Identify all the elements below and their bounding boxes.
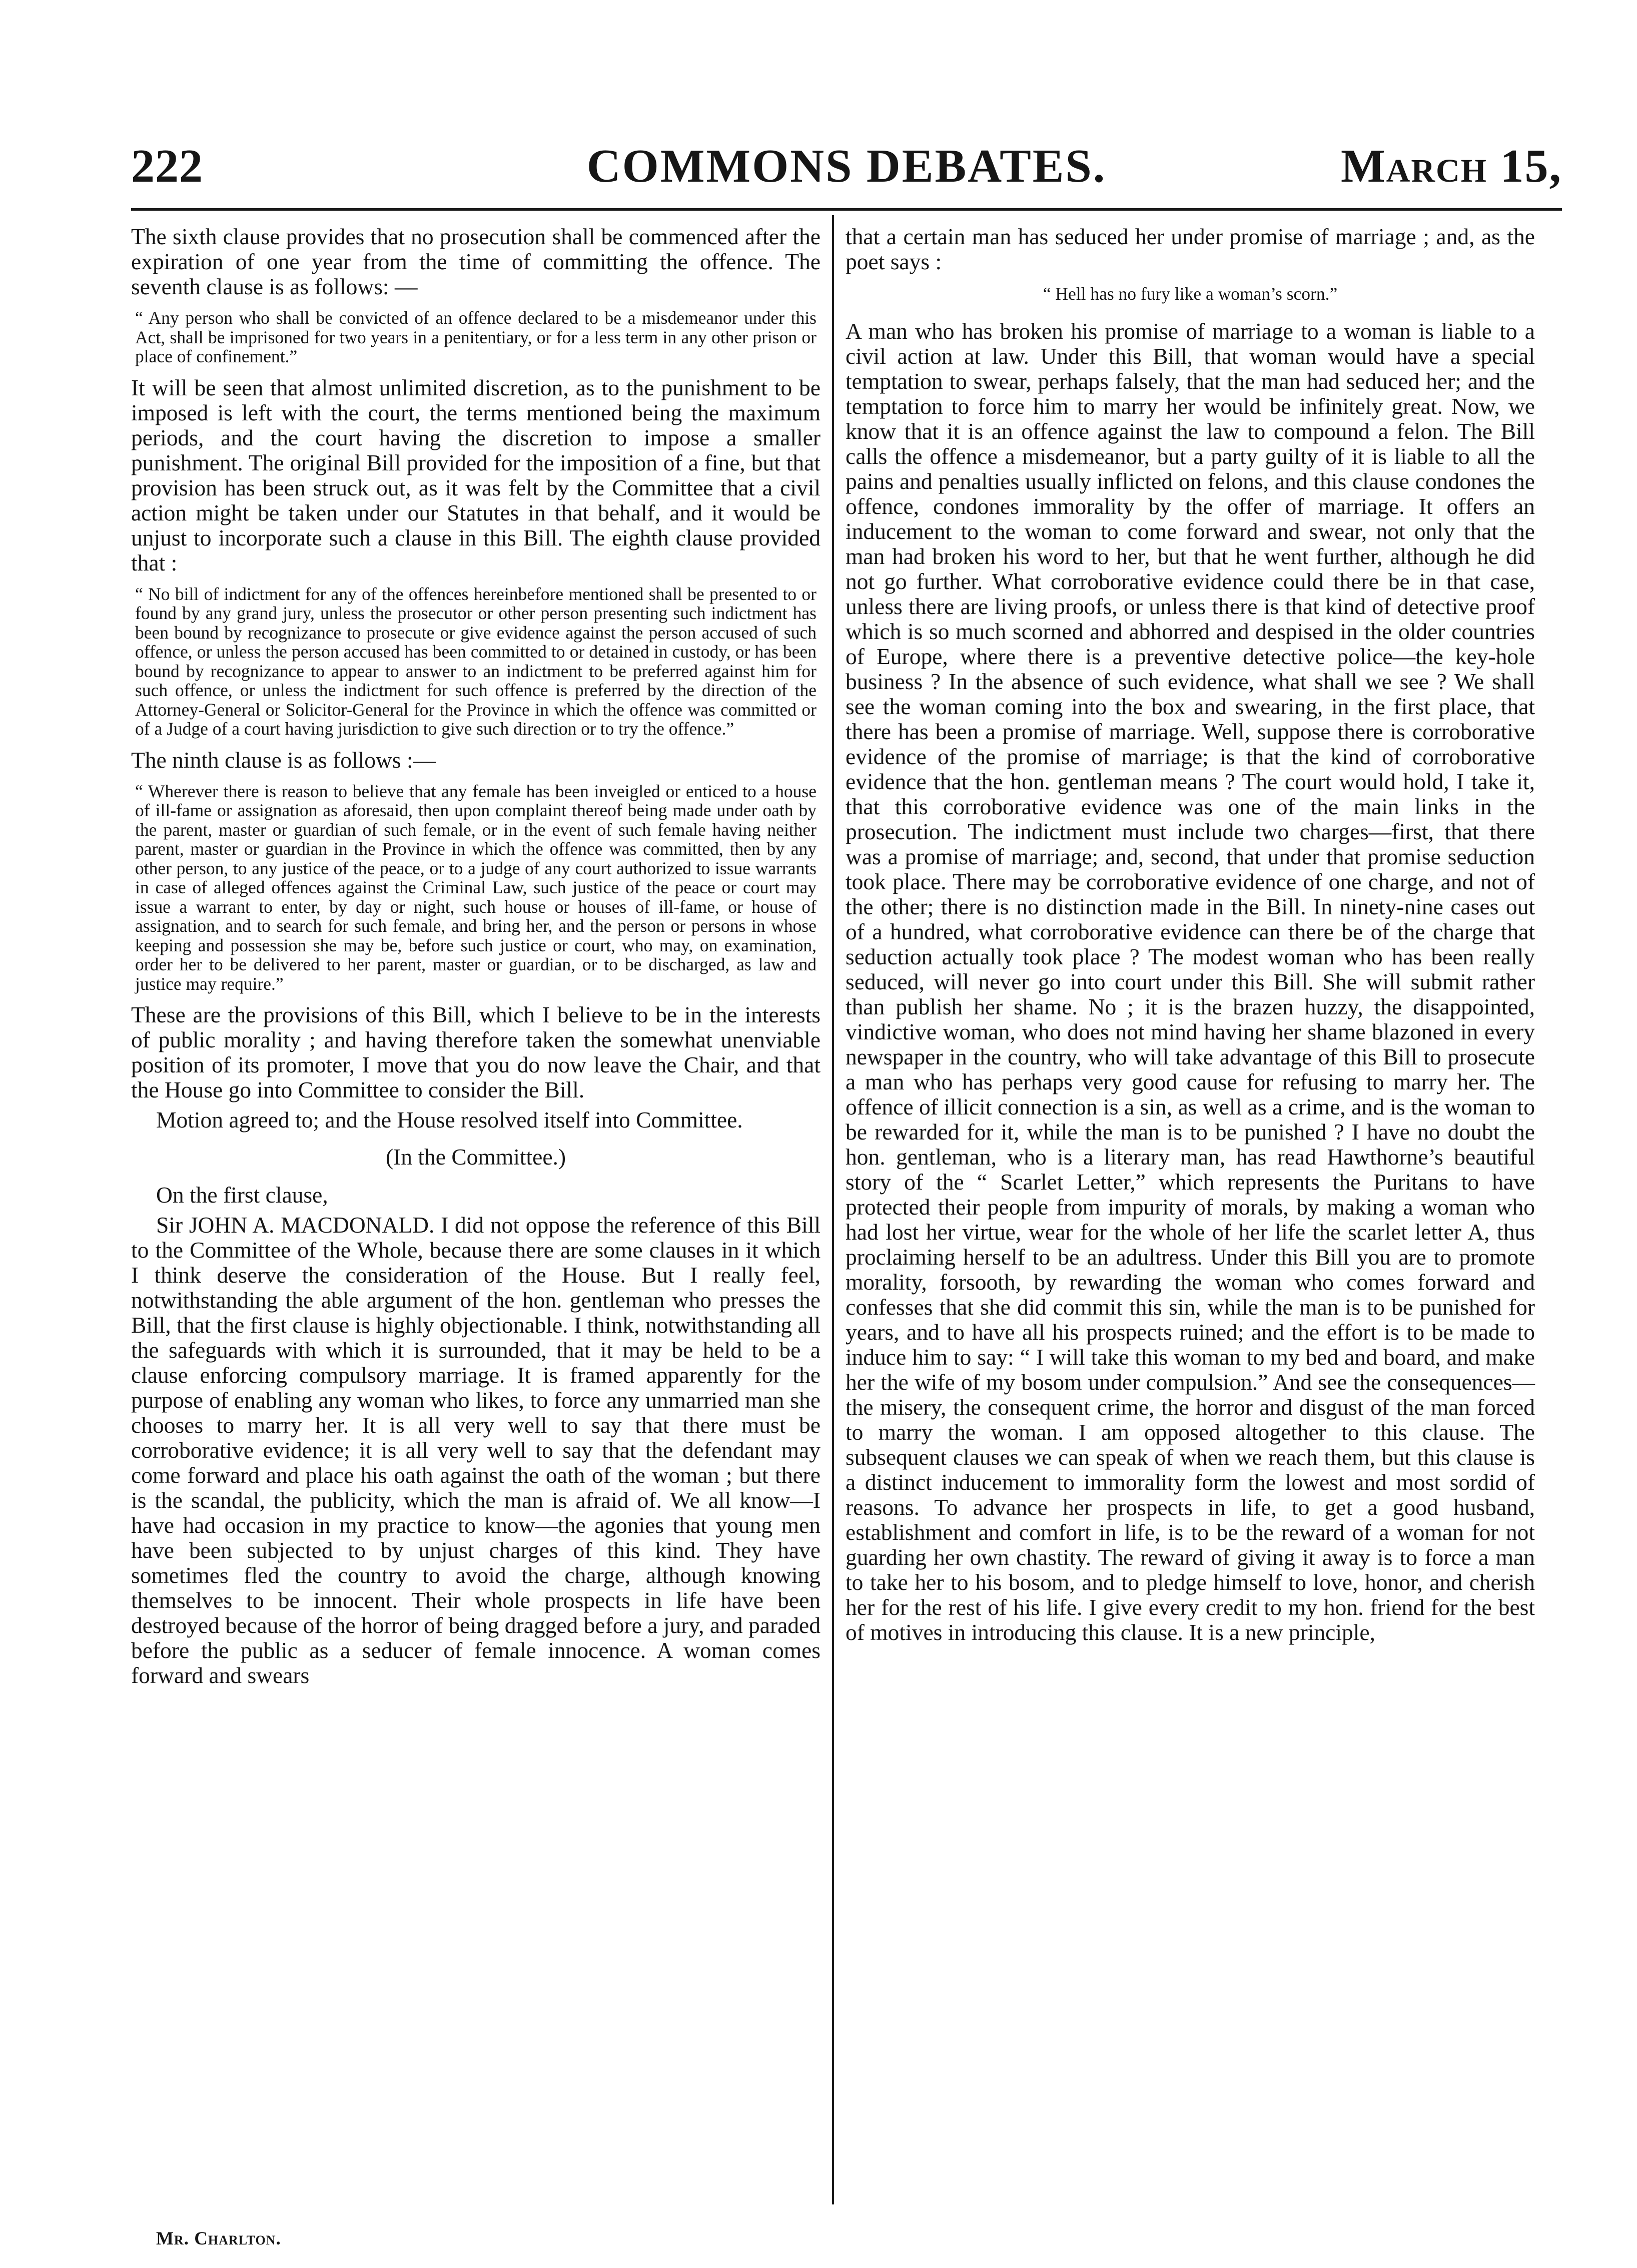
- running-title: COMMONS DEBATES.: [586, 140, 1107, 192]
- paragraph: The ninth clause is as follows :—: [131, 747, 436, 773]
- footer-speaker: Mr. Charlton.: [156, 2228, 281, 2249]
- column-divider: [832, 215, 834, 2204]
- right-column: [846, 224, 1535, 1645]
- header-rule: [131, 208, 1562, 211]
- quoted-clause: “ Any person who shall be convicted of an offence declared to be a misdemeanor under this Act, shall be imprisoned for two years in a penitentiary, or for a less term in any other prison or place of confinement.”: [135, 308, 816, 366]
- header-date: March 15,: [1340, 140, 1562, 192]
- paragraph: These are the provisions of this Bill, which I believe to be in the interests of public morality ; and having therefore taken the somewhat unenviable position of its promoter, I move that you do now leave the Chair, and that the House go into Committee to consider the Bill.: [131, 1002, 821, 1102]
- page-number: 222: [131, 140, 203, 192]
- quoted-clause: “ No bill of indictment for any of the offences hereinbefore mentioned shall be presented to or found by any grand jury, unless the prosecutor or other person presenting such indictment has been bound by recognizance to prosecute or give evidence against the person accused of such offence, or unless the person accused has been committed to or detained in custody, or has been bound by recognizance to appear to answer to an indictment to be preferred against him for such offence, or unless the indictment for such offence is preferred by the direction of the Attorney-General or Solicitor-General for the Province in which the offence was committed or of a Judge of a court having jurisdiction to give such direction or to try the offence.”: [135, 584, 816, 739]
- quoted-verse: “ Hell has no fury like a woman’s scorn.”: [1043, 284, 1338, 304]
- paragraph: Motion agreed to; and the House resolved itself into Committee.: [156, 1107, 743, 1132]
- paragraph: It will be seen that almost unlimited discretion, as to the punishment to be imposed is left with the court, the terms mentioned being the maximum periods, and the court having the discretion to impose a smaller punishment. The original Bill provided for the imposition of a fine, but that provision has been struck out, as it was felt by the Committee that a civil action might be taken under our Statutes in that behalf, and it would be unjust to incorporate such a clause in this Bill. The eighth clause provided that :: [131, 374, 821, 576]
- page-header: [131, 135, 1562, 190]
- quoted-clause: “ Wherever there is reason to believe that any female has been inveigled or enticed to a house of ill-fame or assignation as aforesaid, then upon complaint thereof being made under oath by the parent, master or guardian of such female, or in the event of such female having neither parent, master or guardian in the Province in which the offence was committed, then by any other person, to any justice of the peace, or to a judge of any court authorized to issue warrants in case of alleged offences against the Criminal Law, such justice of the peace or court may issue a warrant to enter, by day or night, such house or houses of ill-fame, or house of assignation, and to search for such female, and bring her, and the person or persons in whose keeping and possession she may be, before such justice or court, who may, on examination, order her to be delivered to her parent, master or guardian, or to be discharged, as law and justice may require.”: [135, 781, 816, 994]
- speech-paragraph: A man who has broken his promise of marriage to a woman is liable to a civil action at law. Under this Bill, that woman would have a special temptation to swear, perhaps falsely, that the man had seduced her; and the temptation to force him to marry her would be infinitely great. Now, we know that it is an offence against the law to compound a felon. The Bill calls the offence a misdemeanor, but a party guilty of it is liable to all the pains and penalties usually inflicted on felons, and this clause condones the offence, condones immorality by the offer of marriage. It offers an inducement to the woman to come forward and swear, not only that the man had broken his word to her, but that he went further, although he did not go further. What corroborative evidence could there be in that case, unless there are living proofs, or unless there is that kind of detective proof which is so much scorned and abhorred and despised in the older countries of Europe, where there is a preventive detective police—the key-hole business ? In the absence of such evidence, what shall we see ? We shall see the woman coming into the box and swearing, in the first place, that there has been a promise of marriage. Well, suppose there is corroborative evidence of the promise of marriage; is that the kind of corroborative evidence that the hon. gentleman means ? The court would hold, I take it, that this corroborative evidence was one of the main links in the prosecution. The indictment must include two charges—first, that there was a promise of marriage; and, second, that under that promise seduction took place. There may be corroborative evidence of one charge, and not of the other; there is no distinction made in the Bill. In ninety-nine cases out of a hundred, what corroborative evidence can there be of the charge that seduction actually took place ? The modest woman who has been really seduced, will never go into court under this Bill. She will submit rather than publish her shame. No ; it is the brazen huzzy, the disappointed, vindictive woman, who does not mind having her shame blazoned in every newspaper in the country, who will take advantage of this Bill to prosecute a man who has perhaps very good cause for refusing to marry her. The offence of illicit connection is a sin, as well as a crime, and is the woman to be rewarded for it, while the man is to be punished ? I have no doubt the hon. gentleman, who is a literary man, has read Hawthorne’s beautiful story of the “ Scarlet Letter,” which represents the Puritans to have protected their people from impurity of morals, by making a woman who had lost her virtue, wear for the whole of her life the scarlet letter A, thus proclaiming herself to be an adultress. Under this Bill you are to promote morality, forsooth, by rewarding the woman who comes forward and confesses that she did commit this sin, while the man is to be punished for years, and to have all his prospects ruined; and the effort is to be made to induce him to say: “ I will take this woman to my bed and board, and make her the wife of my bosom under compulsion.” And see the consequences—the misery, the consequent crime, the horror and disgust of the man forced to marry the woman. I am opposed altogether to this clause. The subsequent clauses we can speak of when we reach them, but this clause is a distinct inducement to immorality form the lowest and most sordid of reasons. To advance her prospects in life, to get a good husband, establishment and comfort in life, is to be the reward of a woman for not guarding her own chastity. The reward of giving it away is to force a man to take her to his bosom, and to pledge himself to love, honor, and cherish her for the rest of his life. I give every credit to my hon. friend for the best of motives in introducing this clause. It is a new principle,: [846, 318, 1535, 1645]
- committee-heading: (In the Committee.): [385, 1144, 566, 1170]
- left-column: [131, 224, 821, 1688]
- paragraph: On the first clause,: [156, 1182, 328, 1208]
- paragraph: The sixth clause provides that no prosecution shall be commenced after the expiration of one year from the time of committing the offence. The seventh clause is as follows: —: [131, 224, 821, 299]
- document-page: [131, 135, 1562, 2249]
- speech-paragraph: Sir JOHN A. MACDONALD. I did not oppose the reference of this Bill to the Committee of the Whole, because there are some clauses in it which I think deserve the consideration of the House. But I really feel, notwithstanding the able argument of the hon. gentleman who presses the Bill, that the first clause is highly objectionable. I think, notwithstanding all the safeguards with which it is surrounded, that it may be held to be a clause enforcing compulsory marriage. It is framed apparently for the purpose of enabling any woman who likes, to force any unmarried man she chooses to marry her. It is all very well to say that there must be corroborative evidence; it is all very well to say that the defendant may come forward and place his oath against the oath of the woman ; but there is the scandal, the publicity, which the man is afraid of. We all know—I have had occasion in my practice to know—the agonies that young men have been subjected to by unjust charges of this kind. They have sometimes fled the country to avoid the charge, although knowing themselves to be innocent. Their whole prospects in life have been destroyed because of the horror of being dragged before a jury, and paraded before the public as a seducer of female innocence. A woman comes forward and swears: [131, 1212, 821, 1688]
- paragraph: that a certain man has seduced her under promise of marriage ; and, as the poet says :: [846, 224, 1535, 274]
